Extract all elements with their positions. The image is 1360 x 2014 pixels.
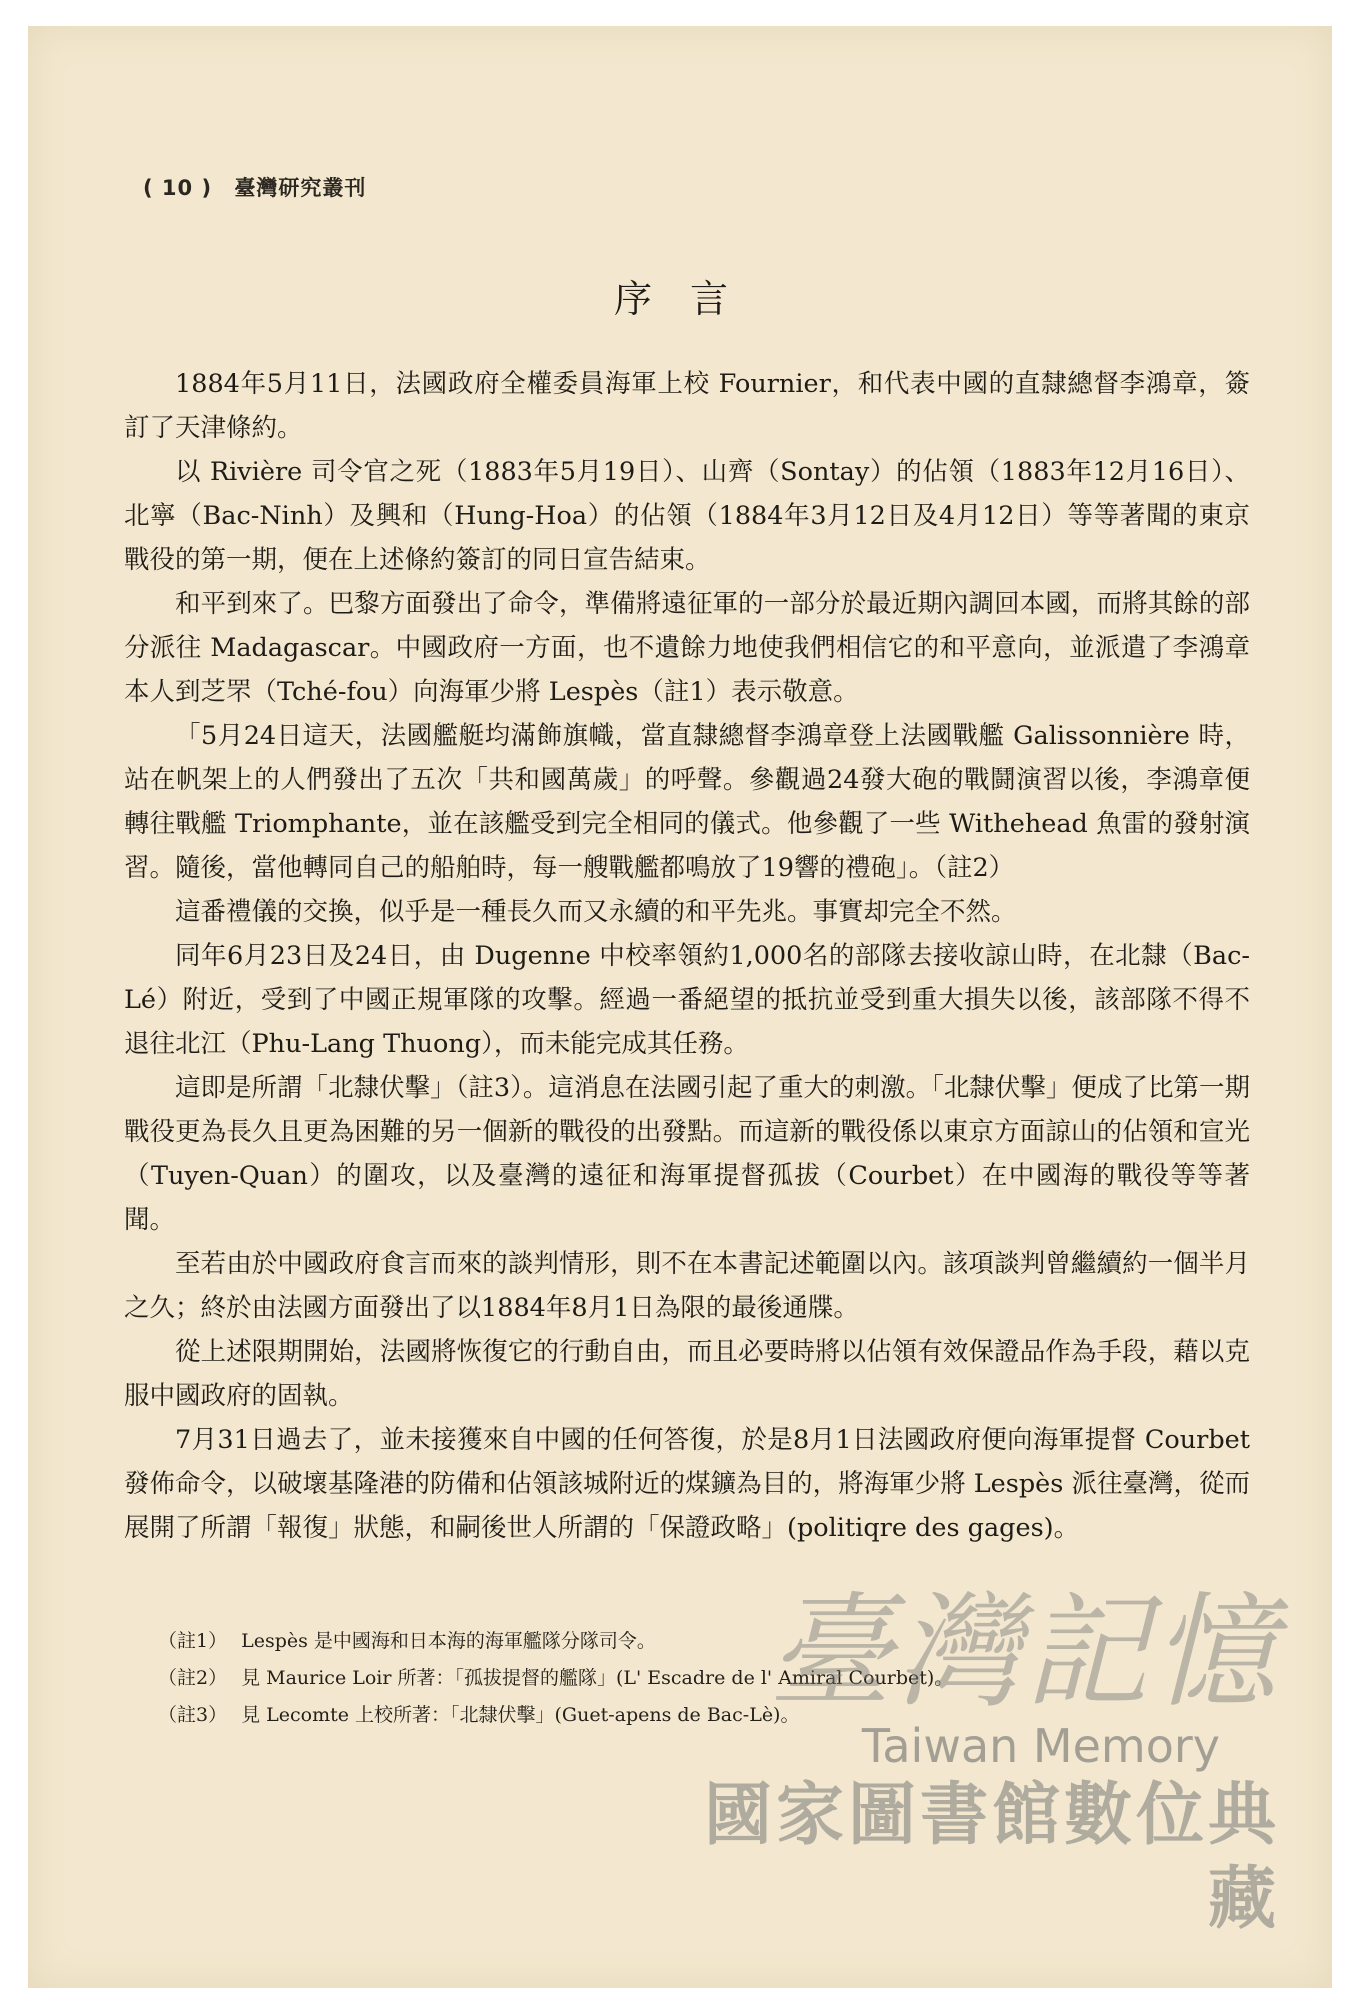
paragraph: 和平到來了。巴黎方面發出了命令，準備將遠征軍的一部分於最近期內調回本國，而將其餘的部分派往 Madagascar。中國政府一方面，也不遺餘力地使我們相信它的和平意向，並派遣了李鴻章本人到芝罘（Tché-fou）向海軍少將 Lespès（註1）表示敬意。 [124, 589, 1250, 707]
footnote-mark: （註1） [158, 1630, 228, 1652]
paragraph: 「5月24日這天，法國艦艇均滿飾旗幟，當直隸總督李鴻章登上法國戰艦 Galissonnière 時，站在帆架上的人們發出了五次「共和國萬歲」的呼聲。參觀過24發大砲的戰鬪演習以後，李鴻章便轉往戰艦 Triomphante，並在該艦受到完全相同的儀式。他參觀了一些 Withehead 魚雷的發射演習。隨後，當他轉同自己的船舶時，每一艘戰艦都鳴放了19響的禮砲」。（註2） [124, 721, 1250, 883]
paragraph: 同年6月23日及24日，由 Dugenne 中校率領約1,000名的部隊去接收諒山時，在北隸（Bac-Lé）附近，受到了中國正規軍隊的攻擊。經過一番絕望的抵抗並受到重大損失以後，該部隊不得不退往北江（Phu-Lang Thuong），而未能完成其任務。 [124, 941, 1250, 1059]
page-number: ( 10 ) [143, 176, 213, 200]
watermark-english: Taiwan Memory [861, 1719, 1220, 1773]
footnote-mark: （註3） [158, 1704, 228, 1726]
paragraph: 以 Rivière 司令官之死（1883年5月19日）、山齊（Sontay）的佔領（1883年12月16日）、北寧（Bac-Ninh）及興和（Hung-Hoa）的佔領（1884年3月12日及4月12日）等等著聞的東京戰役的第一期，便在上述條約簽訂的同日宣告結束。 [124, 457, 1250, 575]
paragraph: 從上述限期開始，法國將恢復它的行動自由，而且必要時將以佔領有效保證品作為手段，藉以克服中國政府的固執。 [124, 1337, 1250, 1411]
series-title: 臺灣研究叢刊 [234, 176, 367, 200]
footnote-text: 見 Maurice Loir 所著：「孤拔提督的艦隊」(L' Escadre de l' Amiral Courbet)。 [241, 1667, 954, 1689]
running-header [143, 172, 366, 202]
library-watermark [640, 1581, 1280, 1942]
footnote-text: 見 Lecomte 上校所著：「北隸伏擊」(Guet-apens de Bac-Lè)。 [241, 1704, 800, 1726]
footnote-text: Lespès 是中國海和日本海的海軍艦隊分隊司令。 [241, 1630, 656, 1652]
paragraph: 這番禮儀的交換，似乎是一種長久而又永續的和平先兆。事實却完全不然。 [175, 897, 1017, 927]
page-title: 序言 [613, 277, 766, 321]
body-text [124, 362, 1250, 1550]
paragraph: 至若由於中國政府食言而來的談判情形，則不在本書記述範圍以內。該項談判曾繼續約一個半月之久；終於由法國方面發出了以1884年8月1日為限的最後通牒。 [124, 1249, 1250, 1323]
watermark-calligraphy: 臺灣記憶 [767, 1581, 1280, 1725]
watermark-library-name: 國家圖書館數位典藏 [703, 1776, 1280, 1939]
paragraph: 這即是所謂「北隸伏擊」（註3）。這消息在法國引起了重大的刺激。「北隸伏擊」便成了比第一期戰役更為長久且更為困難的另一個新的戰役的出發點。而這新的戰役係以東京方面諒山的佔領和宣光（Tuyen-Quan）的圍攻，以及臺灣的遠征和海軍提督孤拔（Courbet）在中國海的戰役等等著聞。 [124, 1073, 1250, 1235]
paragraph: 7月31日過去了，並未接獲來自中國的任何答復，於是8月1日法國政府便向海軍提督 Courbet 發佈命令，以破壞基隆港的防備和佔領該城附近的煤鑛為目的，將海軍少將 Lespès 派往臺灣，從而展開了所謂「報復」狀態，和嗣後世人所謂的「保證政略」(politiqre des gages)。 [124, 1425, 1250, 1543]
paragraph: 1884年5月11日，法國政府全權委員海軍上校 Fournier，和代表中國的直隸總督李鴻章，簽訂了天津條約。 [124, 369, 1250, 443]
footnote-mark: （註2） [158, 1667, 228, 1689]
